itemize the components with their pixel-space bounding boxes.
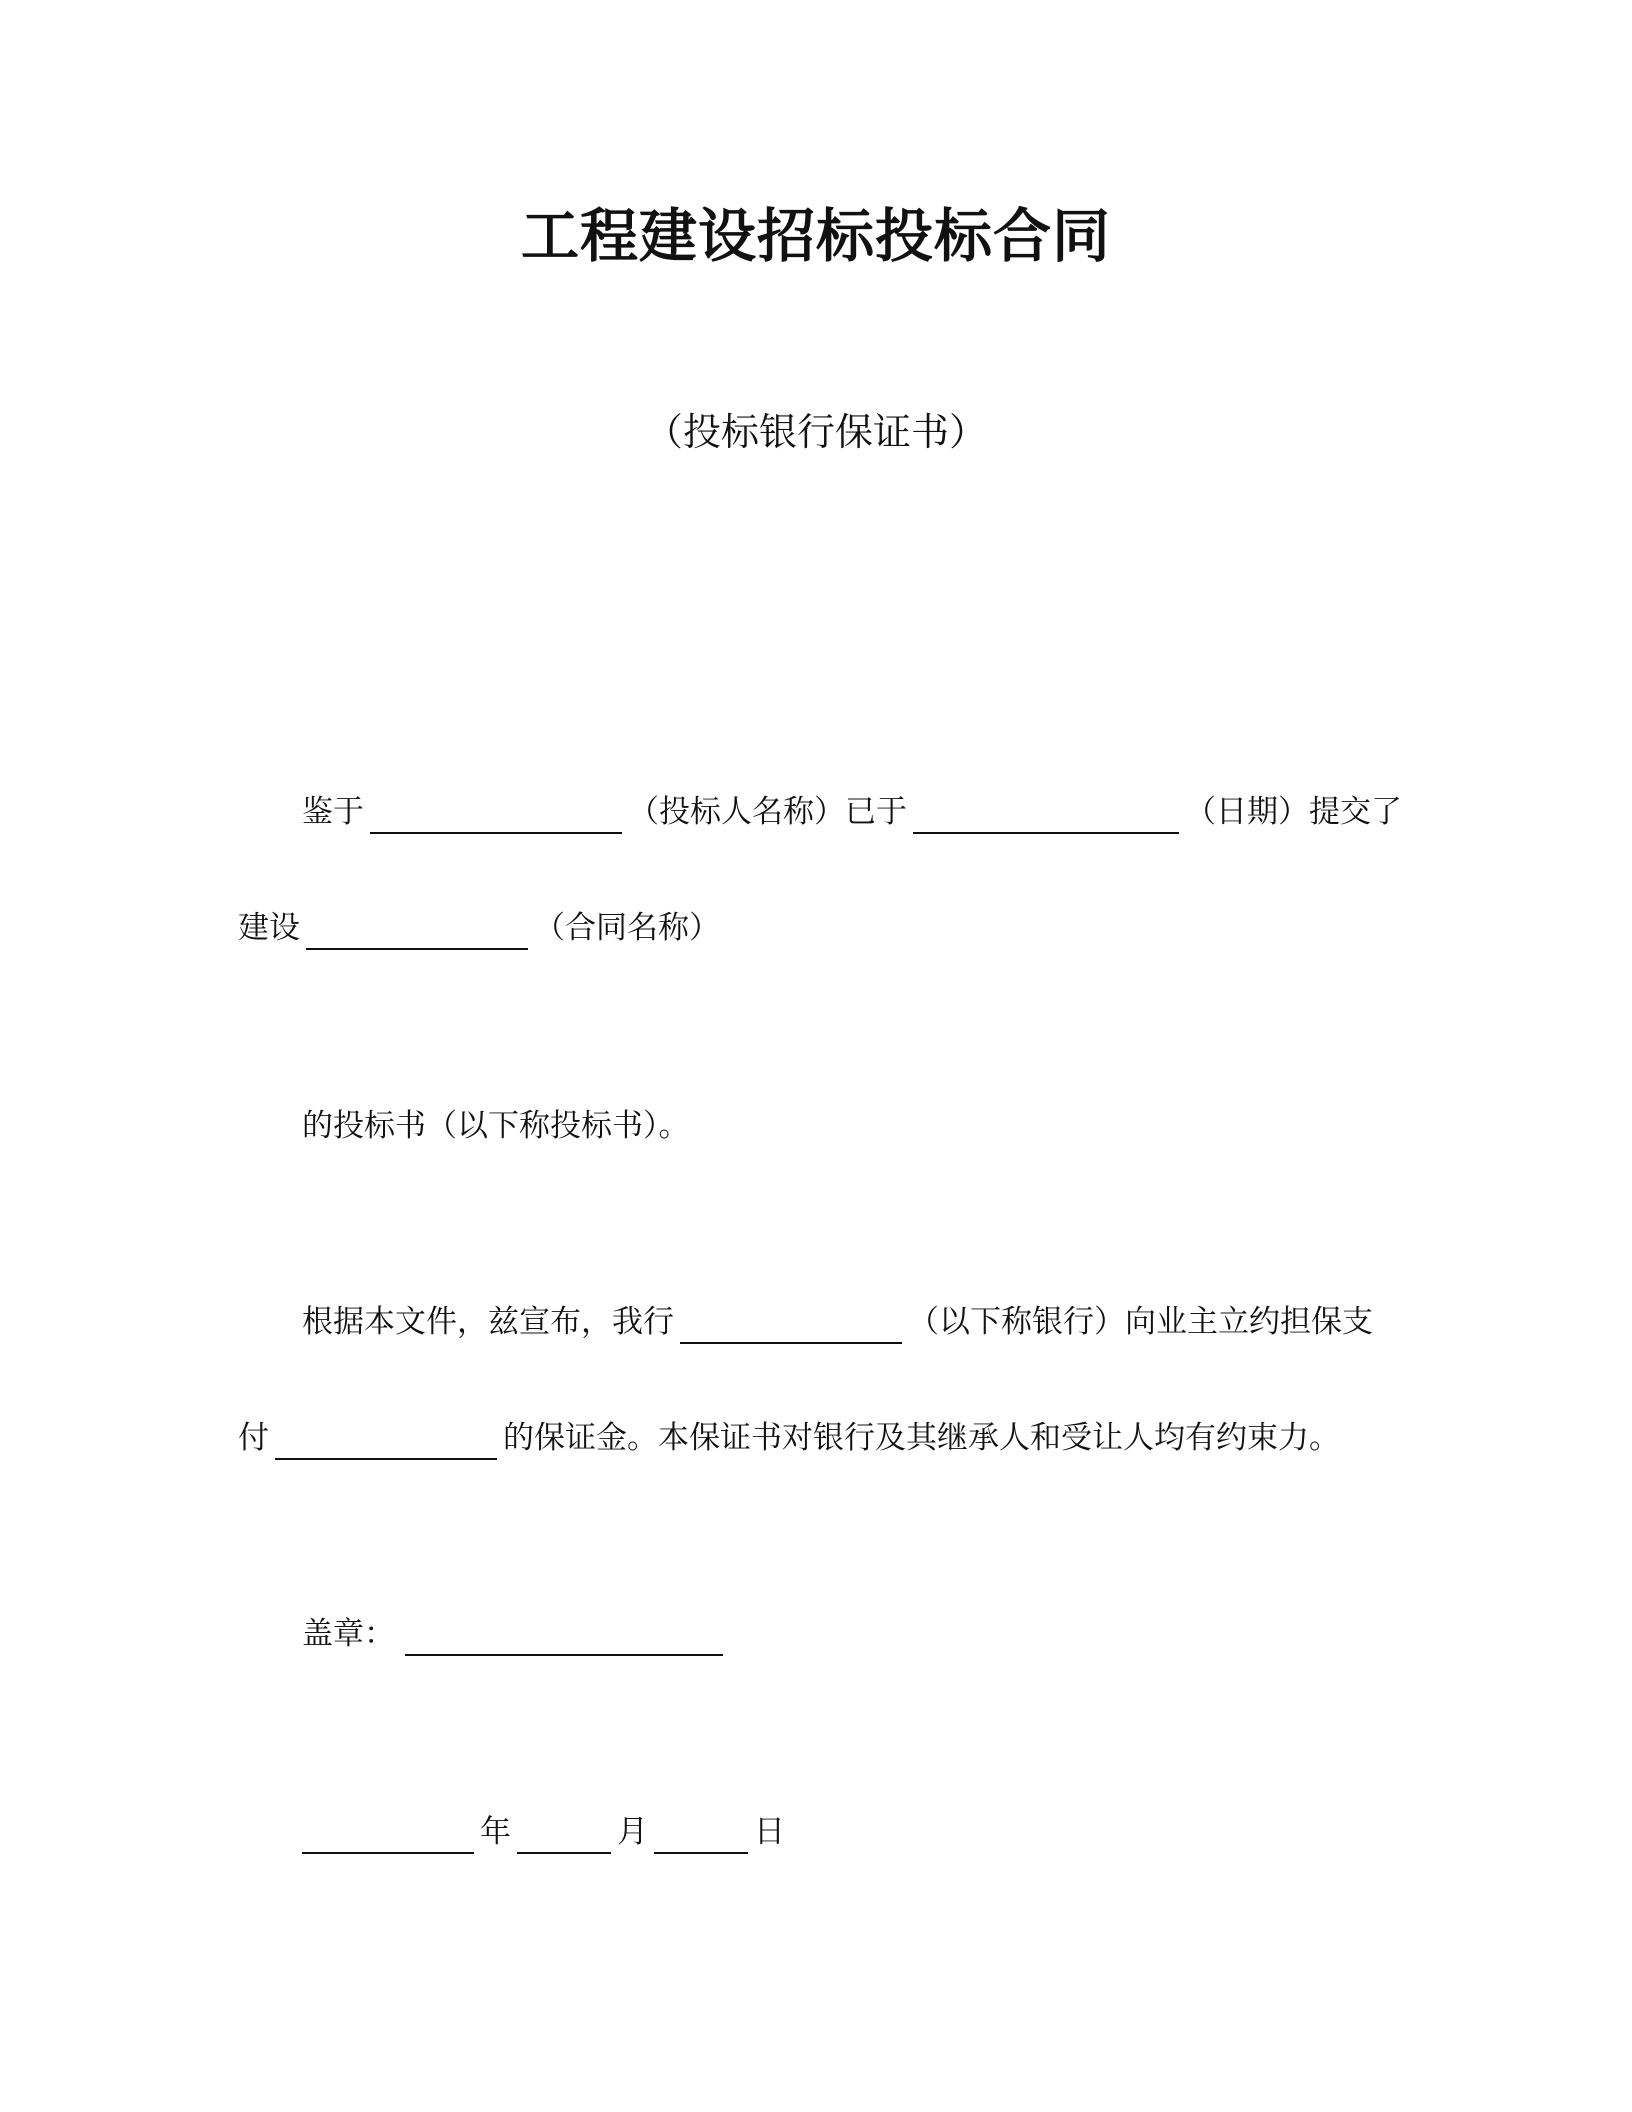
seal-blank[interactable] (405, 1618, 723, 1656)
year-label: 年 (480, 1814, 511, 1850)
paragraph-3-line-2 (238, 1416, 1340, 1460)
paragraph-1-line-2 (238, 906, 720, 950)
seal-label: 盖章： (302, 1616, 395, 1652)
day-blank[interactable] (654, 1816, 748, 1854)
text-jianyu: 鉴于 (302, 794, 364, 830)
amount-blank[interactable] (275, 1422, 497, 1460)
month-label: 月 (617, 1814, 648, 1850)
contract-name-blank[interactable] (306, 912, 528, 950)
seal-line (302, 1612, 729, 1656)
text-according: 根据本文件，兹宣布，我行 (302, 1304, 674, 1340)
text-bidder-name-label: （投标人名称）已于 (628, 794, 907, 830)
paragraph-2 (302, 1104, 690, 1148)
text-bank-guarantee: （以下称银行）向业主立约担保支 (908, 1304, 1373, 1340)
document-subtitle: （投标银行保证书） (644, 410, 987, 454)
text-bid-document: 的投标书（以下称投标书）。 (302, 1108, 690, 1144)
month-blank[interactable] (517, 1816, 611, 1854)
text-contract-name-label: （合同名称） (534, 910, 720, 946)
bank-name-blank[interactable] (680, 1306, 902, 1344)
date-blank[interactable] (913, 796, 1179, 834)
date-line (302, 1810, 785, 1854)
paragraph-1-line-1 (302, 790, 1402, 834)
text-fu: 付 (238, 1420, 269, 1456)
paragraph-3-line-1 (302, 1300, 1373, 1344)
document-title: 工程建设招标投标合同 (520, 202, 1111, 270)
bidder-name-blank[interactable] (370, 796, 622, 834)
text-deposit-binding: 的保证金。本保证书对银行及其继承人和受让人均有约束力。 (503, 1420, 1340, 1456)
year-blank[interactable] (302, 1816, 474, 1854)
text-date-submitted: （日期）提交了 (1185, 794, 1402, 830)
text-jianshe: 建设 (238, 910, 300, 946)
day-label: 日 (754, 1814, 785, 1850)
